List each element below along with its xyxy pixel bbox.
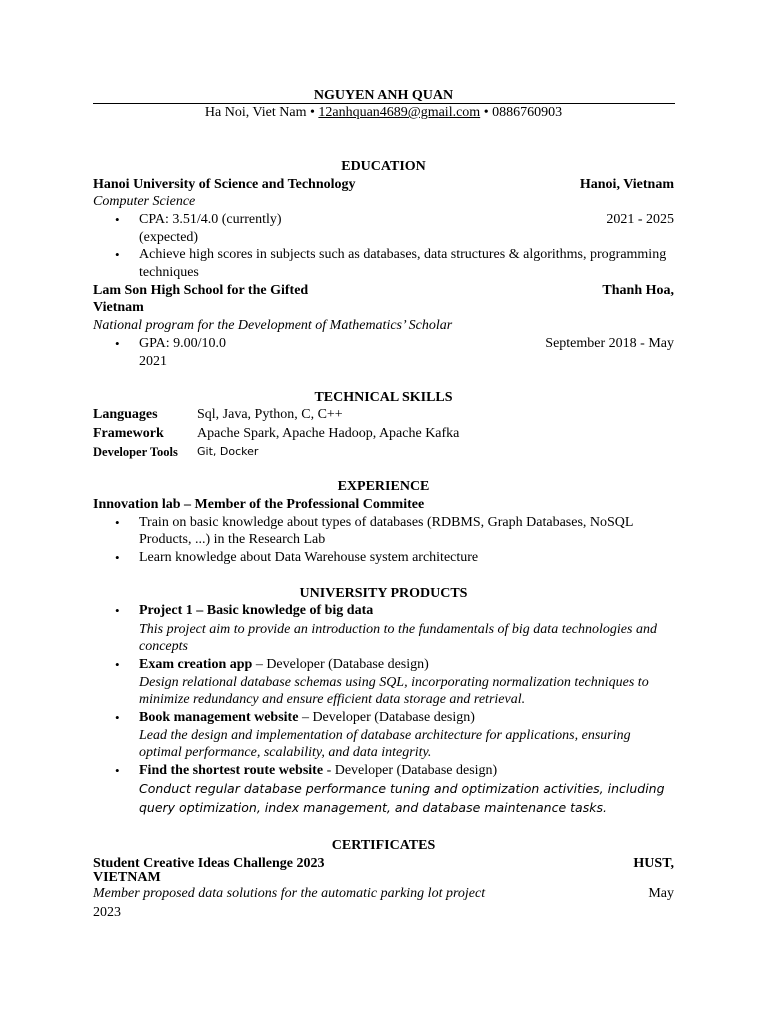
contact-location: Ha Noi, Viet Nam (204, 105, 307, 120)
bullet-icon: • (115, 247, 120, 262)
certificate1-name: Student Creative Ideas Challenge 2023 (93, 856, 325, 871)
bullet-icon: • (115, 212, 120, 227)
skills-languages-value: Sql, Java, Python, C, C++ (197, 407, 343, 422)
school1-achievement: Achieve high scores in subjects such as databases, data structures & algorithms, programming (139, 247, 667, 262)
product3-title: Book management website (139, 710, 299, 725)
bullet-icon: • (115, 515, 120, 530)
product2-heading (139, 656, 674, 674)
school1-dates: 2021 - 2025 (606, 212, 674, 227)
school1-name: Hanoi University of Science and Technology (93, 177, 356, 192)
certificate1-location: HUST, (633, 856, 674, 871)
certificate1-desc: Member proposed data solutions for the automatic parking lot project (93, 886, 486, 901)
product3-heading (139, 709, 674, 727)
product4-desc: Conduct regular database performance tuning and optimization activities, including (139, 781, 665, 796)
product2-title: Exam creation app (139, 657, 253, 672)
school1-header (93, 176, 674, 194)
product4-title: Find the shortest route website (139, 763, 324, 778)
school1-major-row (93, 193, 674, 211)
contact-separator: • (480, 105, 493, 120)
section-title-skills: TECHNICAL SKILLS (314, 390, 453, 405)
school2-program-row (93, 317, 674, 335)
school1-location: Hanoi, Vietnam (579, 177, 674, 192)
contact-phone: 0886760903 (492, 105, 563, 120)
section-title-education: EDUCATION (341, 159, 426, 174)
bullet-icon: • (115, 710, 120, 725)
experience-bullet1-cont: Products, ...) in the Research Lab (139, 532, 326, 547)
school2-dates: September 2018 - May (545, 336, 674, 351)
school2-header (93, 282, 674, 300)
email-link[interactable]: 12anhquan4689@gmail.com (318, 105, 481, 120)
certificate1-location-cont: VIETNAM (93, 870, 161, 885)
bullet-icon: • (115, 603, 120, 618)
section-title-products: UNIVERSITY PRODUCTS (299, 586, 468, 601)
product3-role: – Developer (Database design) (298, 710, 475, 725)
school2-dates-cont: 2021 (139, 354, 167, 369)
section-title-experience: EXPERIENCE (337, 479, 430, 494)
school1-gpa: CPA: 3.51/4.0 (currently) (139, 212, 282, 227)
product1-title: Project 1 – Basic knowledge of big data (139, 603, 374, 618)
school2-gpa: GPA: 9.00/10.0 (139, 336, 227, 351)
school1-major: Computer Science (93, 194, 196, 209)
skills-tools-label: Developer Tools (93, 445, 178, 459)
certificate1-date-cont: 2023 (93, 905, 121, 920)
bullet-icon: • (115, 550, 120, 565)
bullet-icon: • (115, 657, 120, 672)
school2-location: Thanh Hoa, (602, 283, 674, 298)
product4-desc-cont: query optimization, index management, and database maintenance tasks. (139, 800, 607, 815)
certificate1-date: May (648, 886, 674, 901)
product1-desc-cont: concepts (139, 639, 188, 654)
product1-desc: This project aim to provide an introduction to the fundamentals of big data technologies and (139, 622, 657, 637)
skills-tools-value: Git, Docker (197, 445, 259, 458)
certificate1-date-cont-row (93, 904, 674, 922)
skills-framework-label: Framework (93, 426, 164, 441)
school2-location-cont: Vietnam (93, 300, 144, 315)
product3-desc: Lead the design and implementation of database architecture for applications, ensuring (139, 728, 631, 743)
section-title-certificates: CERTIFICATES (331, 838, 436, 853)
experience-bullet1: Train on basic knowledge about types of databases (RDBMS, Graph Databases, NoSQL (139, 515, 634, 530)
experience-bullet2: Learn knowledge about Data Warehouse system architecture (139, 550, 479, 565)
bullet-icon: • (115, 763, 120, 778)
experience-role-row (93, 496, 674, 514)
school2-program: National program for the Development of Mathematics’ Scholar (93, 318, 453, 333)
experience-role: Innovation lab – Member of the Professional Commitee (93, 497, 425, 512)
product2-desc: Design relational database schemas using SQL, incorporating normalization techniques to (139, 675, 649, 690)
contact-line (93, 104, 674, 122)
school1-dates-cont: (expected) (139, 230, 199, 245)
certificate1-desc-row (93, 885, 674, 903)
product3-desc-cont: optimal performance, scalability, and data integrity. (139, 745, 432, 760)
school2-location-cont-row (93, 299, 674, 317)
product4-role: - Developer (Database design) (323, 763, 498, 778)
school2-name: Lam Son High School for the Gifted (93, 283, 309, 298)
product4-heading (139, 762, 674, 780)
bullet-icon: • (115, 336, 120, 351)
product2-desc-cont: minimize redundancy and ensure efficient data storage and retrieval. (139, 692, 526, 707)
product2-role: – Developer (Database design) (252, 657, 429, 672)
school1-achievement-cont: techniques (139, 265, 199, 280)
candidate-name: NGUYEN ANH QUAN (313, 88, 454, 103)
contact-separator: • (306, 105, 319, 120)
skills-framework-value: Apache Spark, Apache Hadoop, Apache Kafka (197, 426, 460, 441)
skills-languages-label: Languages (93, 407, 158, 422)
